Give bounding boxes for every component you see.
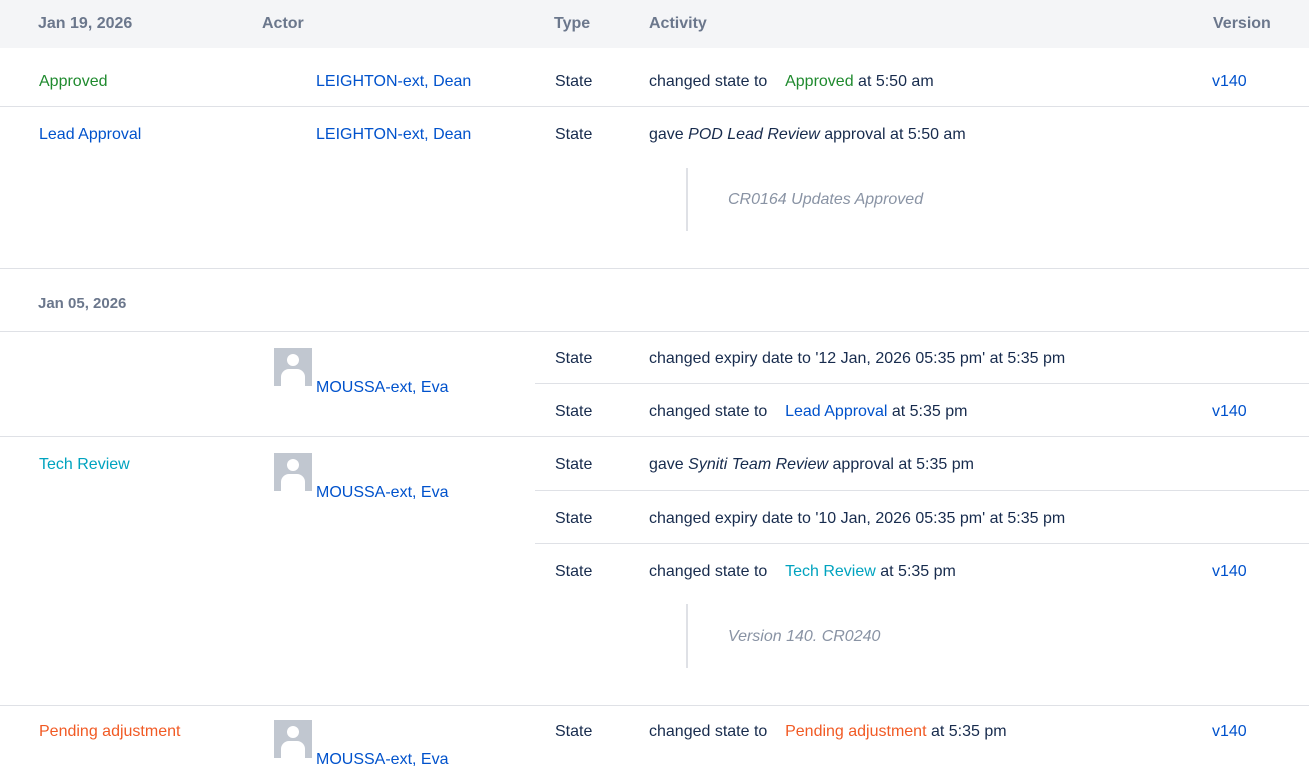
avatar	[274, 720, 312, 758]
state-label-tech-review[interactable]: Tech Review	[39, 456, 130, 473]
divider	[0, 268, 1309, 269]
divider	[535, 383, 1309, 384]
state-label-approved[interactable]: Approved	[39, 73, 108, 90]
user-icon	[287, 459, 299, 471]
activity-text: at 5:35 pm	[880, 563, 956, 580]
activity-state-link[interactable]: Tech Review	[785, 563, 876, 580]
activity-state-link[interactable]: Approved	[785, 73, 854, 90]
actor-link[interactable]: MOUSSA-ext, Eva	[316, 751, 449, 768]
activity-text: changed state to	[649, 73, 768, 90]
header-actor[interactable]: Actor	[262, 15, 304, 32]
group-date: Jan 05, 2026	[38, 295, 127, 312]
activity-state-link[interactable]: Lead Approval	[785, 403, 888, 420]
user-icon-body	[281, 741, 305, 758]
header-activity[interactable]: Activity	[649, 15, 707, 32]
activity-text: at 5:50 am	[858, 73, 934, 90]
activity-cell	[649, 563, 956, 581]
activity-cell	[649, 73, 934, 91]
activity-text: at 5:35 pm	[891, 403, 968, 420]
activity-cell: changed expiry date to '12 Jan, 2026 05:35 pm' at 5:35 pm	[649, 350, 1066, 367]
divider	[0, 705, 1309, 706]
divider	[0, 106, 1309, 107]
type-cell: State	[555, 456, 593, 473]
activity-text: changed state to	[649, 723, 768, 740]
activity-text: at 5:35 pm	[930, 723, 1007, 740]
activity-cell: changed expiry date to '10 Jan, 2026 05:35 pm' at 5:35 pm	[649, 510, 1066, 527]
type-cell: State	[555, 723, 593, 740]
user-icon	[287, 354, 299, 366]
user-icon-body	[281, 474, 305, 491]
activity-text: approval at 5:35 pm	[832, 456, 974, 473]
activity-cell	[649, 126, 966, 144]
activity-cell	[649, 723, 1007, 741]
type-cell: State	[555, 73, 593, 90]
type-cell: State	[555, 126, 593, 143]
version-link[interactable]: v140	[1212, 73, 1247, 90]
type-cell: State	[555, 403, 593, 420]
divider	[0, 436, 1309, 437]
activity-text: changed state to	[649, 403, 768, 420]
activity-cell	[649, 456, 974, 474]
actor-link[interactable]: LEIGHTON-ext, Dean	[316, 73, 472, 90]
type-cell: State	[555, 510, 593, 527]
state-label-pending-adjustment[interactable]: Pending adjustment	[39, 723, 181, 740]
avatar	[274, 348, 312, 386]
avatar	[274, 453, 312, 491]
activity-text: gave	[649, 126, 684, 143]
user-icon	[287, 726, 299, 738]
comment-text: CR0164 Updates Approved	[728, 191, 924, 208]
type-cell: State	[555, 563, 593, 580]
type-cell: State	[555, 350, 593, 367]
version-link[interactable]: v140	[1212, 563, 1247, 580]
actor-link[interactable]: LEIGHTON-ext, Dean	[316, 126, 472, 143]
header-type[interactable]: Type	[554, 15, 591, 32]
divider	[535, 543, 1309, 544]
header-date: Jan 19, 2026	[38, 15, 133, 32]
user-icon-body	[281, 369, 305, 386]
divider	[0, 331, 1309, 332]
table-header	[0, 0, 1309, 48]
activity-text: changed state to	[649, 563, 768, 580]
activity-text: gave	[649, 456, 684, 473]
version-link[interactable]: v140	[1212, 723, 1247, 740]
activity-cell	[649, 403, 967, 421]
activity-approval-name: POD Lead Review	[688, 126, 820, 143]
header-version[interactable]: Version	[1213, 15, 1271, 32]
comment-block	[686, 604, 881, 668]
comment-block	[686, 168, 924, 231]
activity-text: approval at 5:50 am	[824, 126, 966, 143]
actor-link[interactable]: MOUSSA-ext, Eva	[316, 379, 449, 396]
comment-text: Version 140. CR0240	[728, 628, 881, 645]
version-link[interactable]: v140	[1212, 403, 1247, 420]
activity-state-link[interactable]: Pending adjustment	[785, 723, 927, 740]
actor-link[interactable]: MOUSSA-ext, Eva	[316, 484, 449, 501]
divider	[535, 490, 1309, 491]
state-label-lead-approval[interactable]: Lead Approval	[39, 126, 142, 143]
activity-approval-name: Syniti Team Review	[688, 456, 829, 473]
